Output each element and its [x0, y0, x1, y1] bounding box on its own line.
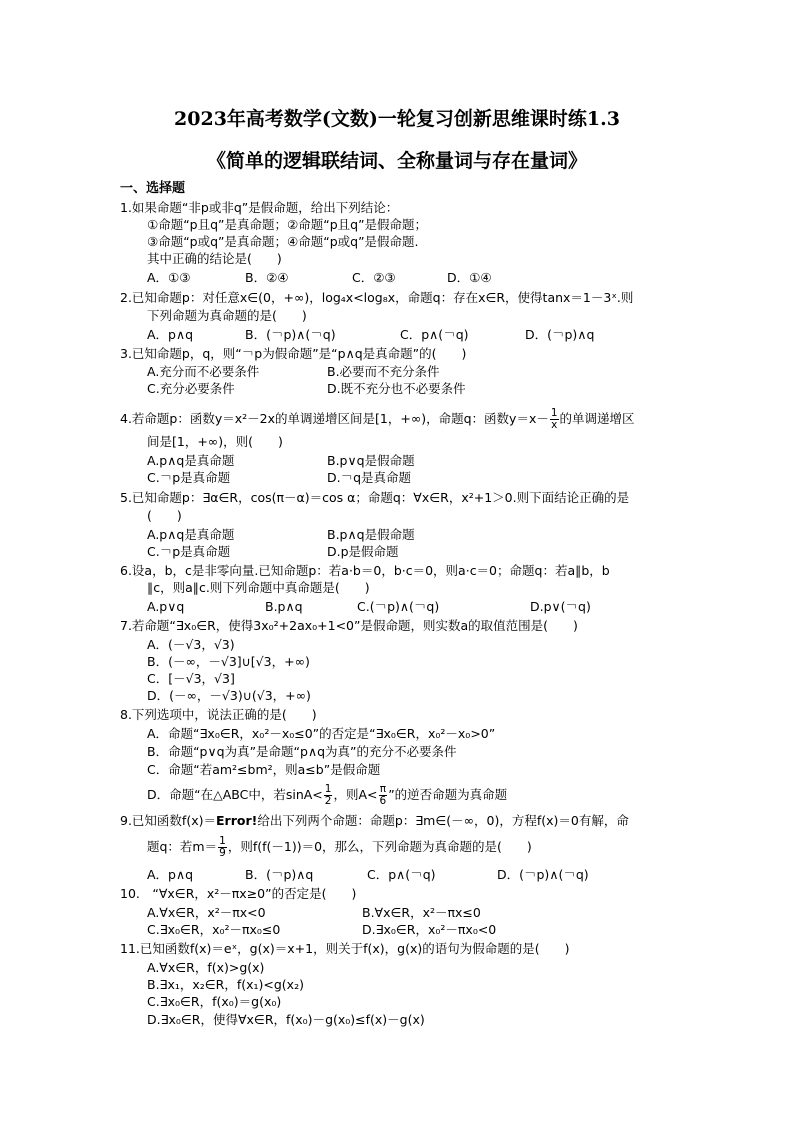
fraction	[218, 836, 227, 859]
fraction	[379, 784, 388, 807]
question-1-line-3: ③命题“p或q”是真命题；④命题“p或q”是假命题.	[147, 234, 419, 249]
question-9-line-2	[147, 836, 532, 859]
fraction-denominator: 6	[379, 795, 387, 807]
question-11-stem: 11.已知函数f(x)＝eˣ，g(x)＝x+1，则关于f(x)，g(x)的语句为假命题的是( )	[120, 941, 570, 956]
question-8-option-d	[147, 784, 507, 807]
question-6-line-2: ∥c，则a∥c.则下列命题中真命题是( )	[147, 580, 370, 595]
question-3-option-d: D.既不充分也不必要条件	[327, 381, 466, 396]
question-3-stem: 3.已知命题p，q，则“￢p为假命题”是“p∧q是真命题”的( )	[120, 346, 467, 361]
question-9-option-d: D．(￢p)∧(￢q)	[497, 867, 589, 882]
fraction-denominator: 2	[324, 795, 332, 807]
question-4-option-d: D.￢q是真命题	[327, 470, 412, 485]
question-5-option-b: B.p∧q是假命题	[327, 527, 415, 542]
question-6-option-a: A.p∨q	[147, 599, 185, 614]
question-9-stem-part-a: 9.已知函数f(x)＝	[120, 813, 216, 828]
question-11-option-d: D.∃x₀∈R，使得∀x∈R，f(x₀)－g(x₀)≤f(x)－g(x)	[147, 1012, 425, 1027]
fraction-numerator: π	[379, 783, 387, 795]
question-1-stem: 1.如果命题“非p或非q”是假命题，给出下列结论：	[120, 200, 399, 215]
question-2-option-b: B．(￢p)∧(￢q)	[245, 327, 336, 342]
question-7-option-d: D．(－∞，－√3)∪(√3，+∞)	[147, 688, 311, 703]
question-5-option-c: C.￢p是真命题	[147, 544, 231, 559]
question-4-stem	[120, 408, 635, 431]
question-6-option-b: B.p∧q	[265, 599, 303, 614]
question-9-stem-part-b: 给出下列两个命题：命题p：∃m∈(－∞，0)，方程f(x)＝0有解，命	[257, 813, 629, 828]
question-9-option-c: C．p∧(￢q)	[367, 867, 436, 882]
question-11-option-c: C.∃x₀∈R，f(x₀)＝g(x₀)	[147, 994, 282, 1009]
title-line-1: 2023年高考数学(文数)一轮复习创新思维课时练1.3	[174, 108, 620, 130]
question-9-option-a: A．p∧q	[147, 867, 194, 882]
question-1-option-c: C．②③	[352, 270, 396, 285]
question-7-option-b: B．(－∞，－√3]∪[√3，+∞)	[147, 654, 310, 669]
question-1-line-4: 其中正确的结论是( )	[147, 251, 282, 266]
question-10-stem: 10. “∀x∈R，x²－πx≥0”的否定是( )	[120, 886, 357, 901]
question-2-option-a: A．p∧q	[147, 327, 194, 342]
question-5-stem: 5.已知命题p：∃α∈R，cos(π－α)＝cos α；命题q：∀x∈R，x²+1＞0.则下面结论正确的是	[120, 490, 630, 505]
question-8-option-d-part-b: ，则A<	[333, 787, 378, 802]
fraction-numerator: 1	[219, 835, 226, 847]
question-4-stem-part-b: 的单调递增区	[559, 411, 635, 426]
question-6-option-c: C.(￢p)∧(￢q)	[357, 599, 440, 614]
question-8-option-a: A．命题“∃x₀∈R，x₀²－x₀≤0”的否定是“∃x₀∈R，x₀²－x₀>0”	[147, 726, 496, 741]
question-4-stem-part-a: 4.若命题p：函数y＝x²－2x的单调递增区间是[1，+∞)，命题q：函数y＝x－	[120, 411, 549, 426]
question-11-option-a: A.∀x∈R，f(x)>g(x)	[147, 960, 265, 975]
fraction-denominator: 9	[219, 847, 226, 859]
question-11-option-b: B.∃x₁，x₂∈R，f(x₁)<g(x₂)	[147, 977, 304, 992]
question-8-option-d-part-a: D．命题“在△ABC中，若sinA<	[147, 787, 323, 802]
fraction-denominator: x	[551, 419, 558, 431]
question-7-option-a: A．(－√3，√3)	[147, 637, 235, 652]
question-2-option-c: C．p∧(￢q)	[400, 327, 469, 342]
question-9-line-2-part-b: ，则f(f(－1))＝0，那么，下列命题为真命题的是( )	[227, 839, 532, 854]
question-2-line-2: 下列命题为真命题的是( )	[147, 308, 307, 323]
question-7-option-c: C．[－√3，√3]	[147, 671, 235, 686]
question-3-option-a: A.充分而不必要条件	[147, 364, 260, 379]
question-1-line-2: ①命题“p且q”是真命题；②命题“p且q”是假命题；	[147, 217, 428, 232]
question-6-option-d: D.p∨(￢q)	[530, 599, 591, 614]
question-8-option-c: C．命题“若am²≤bm²，则a≤b”是假命题	[147, 762, 381, 777]
question-10-option-b: B.∀x∈R，x²－πx≤0	[362, 905, 481, 920]
error-text: Error!	[215, 813, 258, 828]
question-5-option-a: A.p∧q是真命题	[147, 527, 235, 542]
question-4-option-a: A.p∧q是真命题	[147, 453, 235, 468]
question-10-option-c: C.∃x₀∈R，x₀²－πx₀≤0	[147, 922, 281, 937]
section-heading: 一、选择题	[120, 181, 186, 196]
question-1-option-d: D．①④	[447, 270, 492, 285]
question-4-option-b: B.p∨q是假命题	[327, 453, 415, 468]
question-8-stem: 8.下列选项中，说法正确的是( )	[120, 707, 317, 722]
question-9-line-2-part-a: 题q：若m＝	[147, 839, 218, 854]
question-8-option-d-part-c: ”的逆否命题为真命题	[388, 787, 508, 802]
question-10-option-d: D.∃x₀∈R，x₀²－πx₀<0	[362, 922, 497, 937]
question-3-option-b: B.必要而不充分条件	[327, 364, 440, 379]
question-2-stem: 2.已知命题p：对任意x∈(0，+∞)，log₄x<log₈x，命题q：存在x∈R，使得tanx＝1－3ˣ.则	[120, 290, 634, 305]
fraction-numerator: 1	[550, 407, 558, 419]
question-5-option-d: D.p是假命题	[327, 544, 399, 559]
question-3-option-c: C.充分必要条件	[147, 381, 235, 396]
fraction	[550, 408, 559, 431]
question-9-stem	[120, 813, 629, 829]
fraction	[324, 784, 333, 807]
question-5-line-2: ( )	[147, 508, 182, 523]
question-7-stem: 7.若命题“∃x₀∈R，使得3x₀²+2ax₀+1<0”是假命题，则实数a的取值范围是( )	[120, 618, 578, 633]
title-line-2: 《简单的逻辑联结词、全称量词与存在量词》	[206, 150, 587, 172]
question-9-option-b: B．(￢p)∧q	[245, 867, 314, 882]
question-10-option-a: A.∀x∈R，x²－πx<0	[147, 905, 266, 920]
question-1-option-a: A．①③	[147, 270, 191, 285]
question-8-option-b: B．命题“p∨q为真”是命题“p∧q为真”的充分不必要条件	[147, 744, 457, 759]
question-2-option-d: D．(￢p)∧q	[525, 327, 595, 342]
question-6-stem: 6.设a，b，c是非零向量.已知命题p：若a·b＝0，b·c＝0，则a·c＝0；命题q：若a∥b，b	[120, 563, 610, 578]
question-4-option-c: C.￢p是真命题	[147, 470, 231, 485]
question-4-line-2: 间是[1，+∞)，则( )	[147, 434, 283, 449]
fraction-numerator: 1	[324, 783, 332, 795]
question-1-option-b: B．②④	[245, 270, 289, 285]
